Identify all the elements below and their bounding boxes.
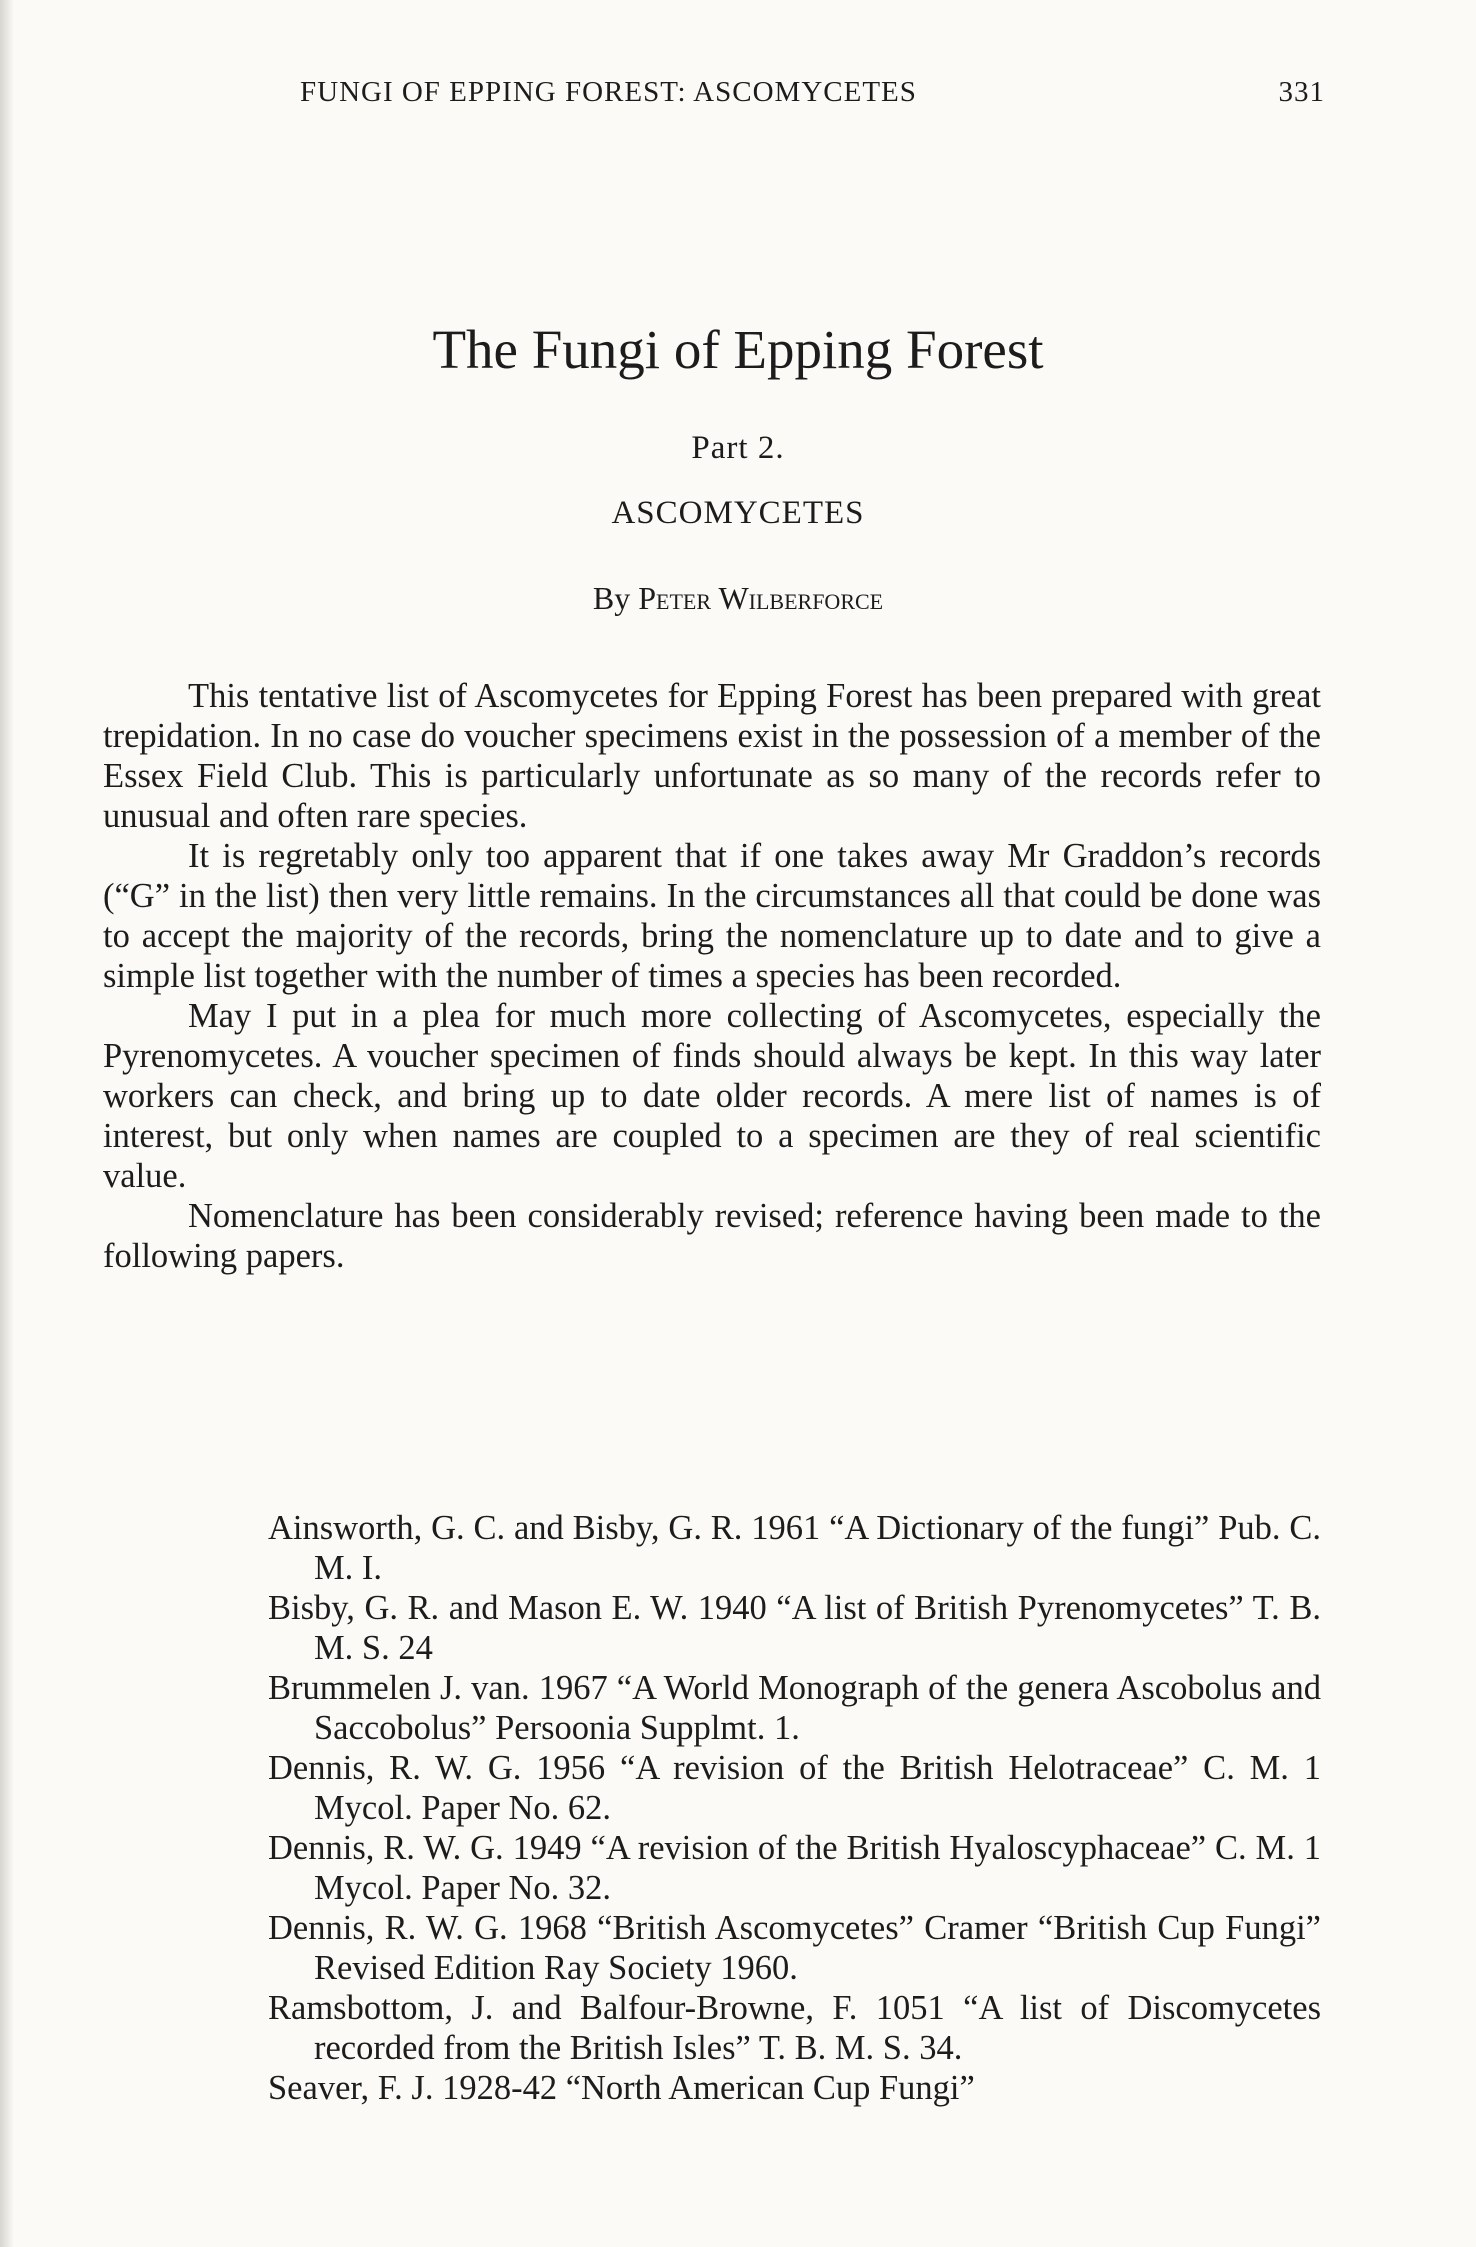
- article-part: Part 2.: [691, 430, 785, 466]
- reference-item: Ainsworth, G. C. and Bisby, G. R. 1961 “A Dictionary of the fungi” Pub. C. M. I.: [268, 1509, 1321, 1587]
- paragraph: This tentative list of Ascomycetes for Epping Forest has been prepared with great trepidation. In no case do voucher specimens exist in the possession of a member of the Essex Field Club. This is particularly unfortunate as so many of the records refer to unusual and often rare species.: [103, 677, 1321, 835]
- article-section: ASCOMYCETES: [611, 495, 865, 531]
- reference-list: [268, 1508, 1321, 2108]
- byline: [0, 580, 1476, 617]
- body-text: [103, 676, 1321, 1276]
- byline-prefix: By: [592, 580, 631, 616]
- article-title: The Fungi of Epping Forest: [432, 319, 1044, 380]
- page-number: 331: [1278, 76, 1325, 108]
- running-header: [300, 76, 1325, 109]
- reference-item: Brummelen J. van. 1967 “A World Monograph of the genera Ascobolus and Saccobolus” Persoonia Supplmt. 1.: [268, 1669, 1321, 1747]
- paragraph: It is regretably only too apparent that if one takes away Mr Graddon’s records (“G” in the list) then very little remains. In the circumstances all that could be done was to accept the majority of the records, bring the nomenclature up to date and to give a simple list together with the number of times a species has been recorded.: [103, 837, 1321, 995]
- author-name: Peter Wilberforce: [638, 580, 884, 616]
- reference-item: Ramsbottom, J. and Balfour-Browne, F. 1051 “A list of Discomycetes recorded from the British Isles” T. B. M. S. 34.: [268, 1989, 1321, 2067]
- running-title: FUNGI OF EPPING FOREST: ASCOMYCETES: [300, 76, 917, 108]
- reference-item: Dennis, R. W. G. 1956 “A revision of the British Helotraceae” C. M. 1 Mycol. Paper No. 62.: [268, 1749, 1321, 1827]
- reference-item: Bisby, G. R. and Mason E. W. 1940 “A list of British Pyrenomycetes” T. B. M. S. 24: [268, 1589, 1321, 1667]
- reference-item: Dennis, R. W. G. 1968 “British Ascomycetes” Cramer “British Cup Fungi” Revised Edition Ray Society 1960.: [268, 1909, 1321, 1987]
- reference-item: Seaver, F. J. 1928-42 “North American Cup Fungi”: [268, 2069, 975, 2107]
- reference-item: Dennis, R. W. G. 1949 “A revision of the British Hyaloscyphaceae” C. M. 1 Mycol. Paper No. 32.: [268, 1829, 1321, 1907]
- paragraph: May I put in a plea for much more collecting of Ascomycetes, especially the Pyrenomycetes. A voucher specimen of finds should always be kept. In this way later workers can check, and bring up to date older records. A mere list of names is of interest, but only when names are coupled to a specimen are they of real scientific value.: [103, 997, 1321, 1195]
- paragraph: Nomenclature has been considerably revised; reference having been made to the following papers.: [103, 1197, 1321, 1275]
